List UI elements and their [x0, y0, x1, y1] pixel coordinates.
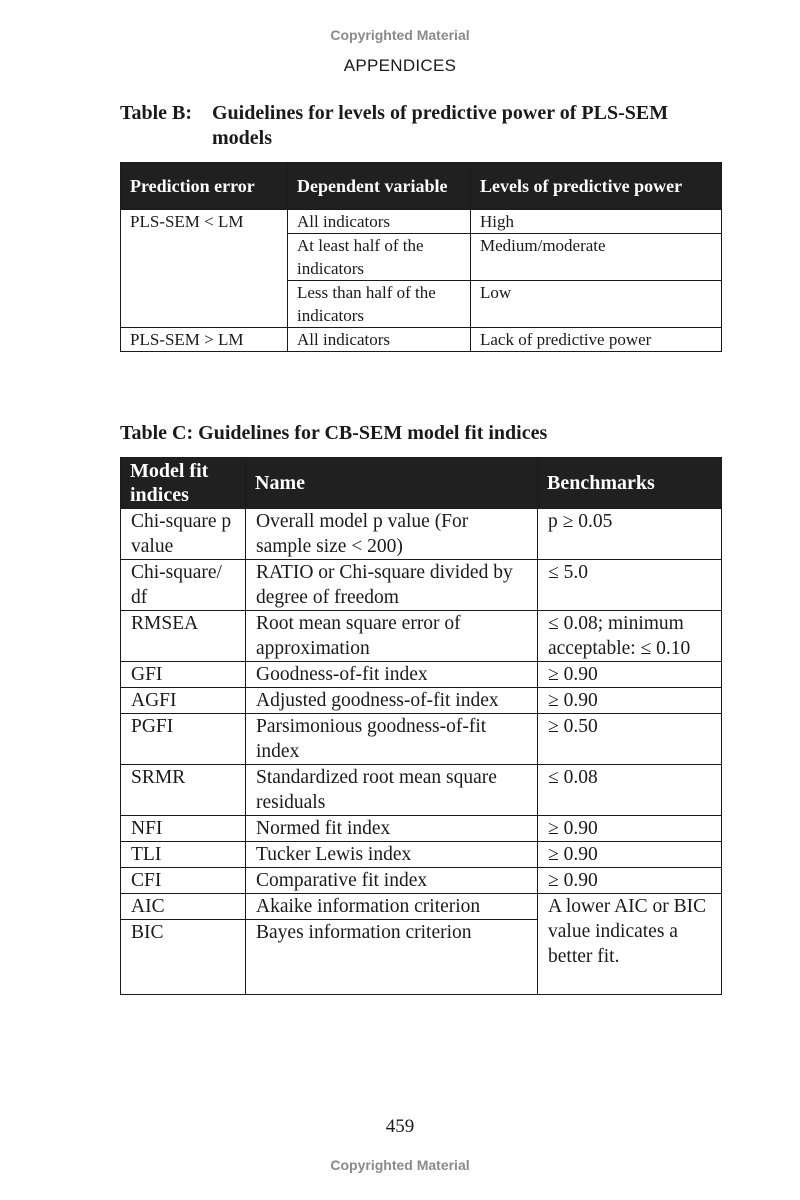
table-row: [121, 688, 722, 714]
table-row: [121, 560, 722, 611]
table-cell: Lack of predictive power: [471, 328, 722, 352]
table-row: [121, 509, 722, 560]
table-cell: Chi-square p value: [121, 509, 246, 560]
table-b-label: Table B:: [120, 102, 193, 124]
table-cell: ≥ 0.90: [538, 842, 722, 868]
header-levels-predictive-power: Levels of predictive power: [471, 163, 722, 210]
table-cell: ≥ 0.90: [538, 868, 722, 894]
table-cell: Less than half of the indicators: [288, 281, 471, 328]
predictive-power-table: [120, 162, 722, 352]
table-row: [121, 894, 722, 920]
table-row: [121, 765, 722, 816]
table-row: [121, 611, 722, 662]
table-cell: Medium/moderate: [471, 234, 722, 281]
table-cell: Parsimonious goodness-of-fit index: [246, 714, 538, 765]
table-cell: NFI: [121, 816, 246, 842]
table-cell: ≥ 0.90: [538, 816, 722, 842]
table-cell: Standardized root mean square residuals: [246, 765, 538, 816]
table-cell: Low: [471, 281, 722, 328]
table-row: [121, 714, 722, 765]
table-cell: A lower AIC or BIC value indicates a better fit.: [538, 894, 722, 995]
table-cell: ≤ 0.08; minimum acceptable: ≤ 0.10: [538, 611, 722, 662]
table-b-title: Guidelines for levels of predictive power of PLS-SEM models: [212, 102, 669, 149]
table-cell: p ≥ 0.05: [538, 509, 722, 560]
table-cell: SRMR: [121, 765, 246, 816]
table-cell: AGFI: [121, 688, 246, 714]
header-name: Name: [246, 458, 538, 509]
table-cell: RMSEA: [121, 611, 246, 662]
table-row: [121, 842, 722, 868]
table-cell: Akaike information criterion: [246, 894, 538, 920]
table-cell: At least half of the indicators: [288, 234, 471, 281]
table-cell: Comparative fit index: [246, 868, 538, 894]
table-row: [121, 816, 722, 842]
header-dependent-variable: Dependent variable: [288, 163, 471, 210]
table-cell: GFI: [121, 662, 246, 688]
table-row: [121, 662, 722, 688]
table-cell: ≤ 0.08: [538, 765, 722, 816]
table-cell: All indicators: [288, 328, 471, 352]
table-cell: AIC: [121, 894, 246, 920]
header-prediction-error: Prediction error: [121, 163, 288, 210]
table-cell: PGFI: [121, 714, 246, 765]
table-cell: ≥ 0.90: [538, 688, 722, 714]
table-b-caption: [120, 101, 725, 151]
table-cell: Normed fit index: [246, 816, 538, 842]
header-benchmarks: Benchmarks: [538, 458, 722, 509]
table-cell: TLI: [121, 842, 246, 868]
table-cell: All indicators: [288, 210, 471, 234]
running-head: APPENDICES: [343, 56, 457, 75]
table-cell: Overall model p value (For sample size < 200): [246, 509, 538, 560]
table-cell: Goodness-of-fit index: [246, 662, 538, 688]
table-cell: CFI: [121, 868, 246, 894]
table-cell: Root mean square error of approximation: [246, 611, 538, 662]
table-cell: ≥ 0.50: [538, 714, 722, 765]
table-c-caption: Table C: Guidelines for CB-SEM model fit indices: [120, 422, 548, 444]
table-row: [121, 328, 722, 352]
table-cell: ≥ 0.90: [538, 662, 722, 688]
table-cell: RATIO or Chi-square divided by degree of freedom: [246, 560, 538, 611]
table-cell: High: [471, 210, 722, 234]
table-row: [121, 868, 722, 894]
table-cell: Bayes information criterion: [246, 920, 538, 995]
table-cell: BIC: [121, 920, 246, 995]
model-fit-indices-table: [120, 457, 722, 995]
table-cell: Tucker Lewis index: [246, 842, 538, 868]
table-row: [121, 210, 722, 234]
table-header-row: [121, 163, 722, 210]
table-cell: PLS-SEM < LM: [121, 210, 288, 328]
table-cell: Adjusted goodness-of-fit index: [246, 688, 538, 714]
page-number: 459: [385, 1116, 415, 1137]
header-model-fit-indices: Model fit indices: [121, 458, 246, 509]
table-cell: ≤ 5.0: [538, 560, 722, 611]
copyright-watermark-top: Copyrighted Material: [330, 27, 470, 43]
table-header-row: [121, 458, 722, 509]
copyright-watermark-bottom: Copyrighted Material: [330, 1157, 470, 1173]
table-cell: PLS-SEM > LM: [121, 328, 288, 352]
table-cell: Chi-square/ df: [121, 560, 246, 611]
